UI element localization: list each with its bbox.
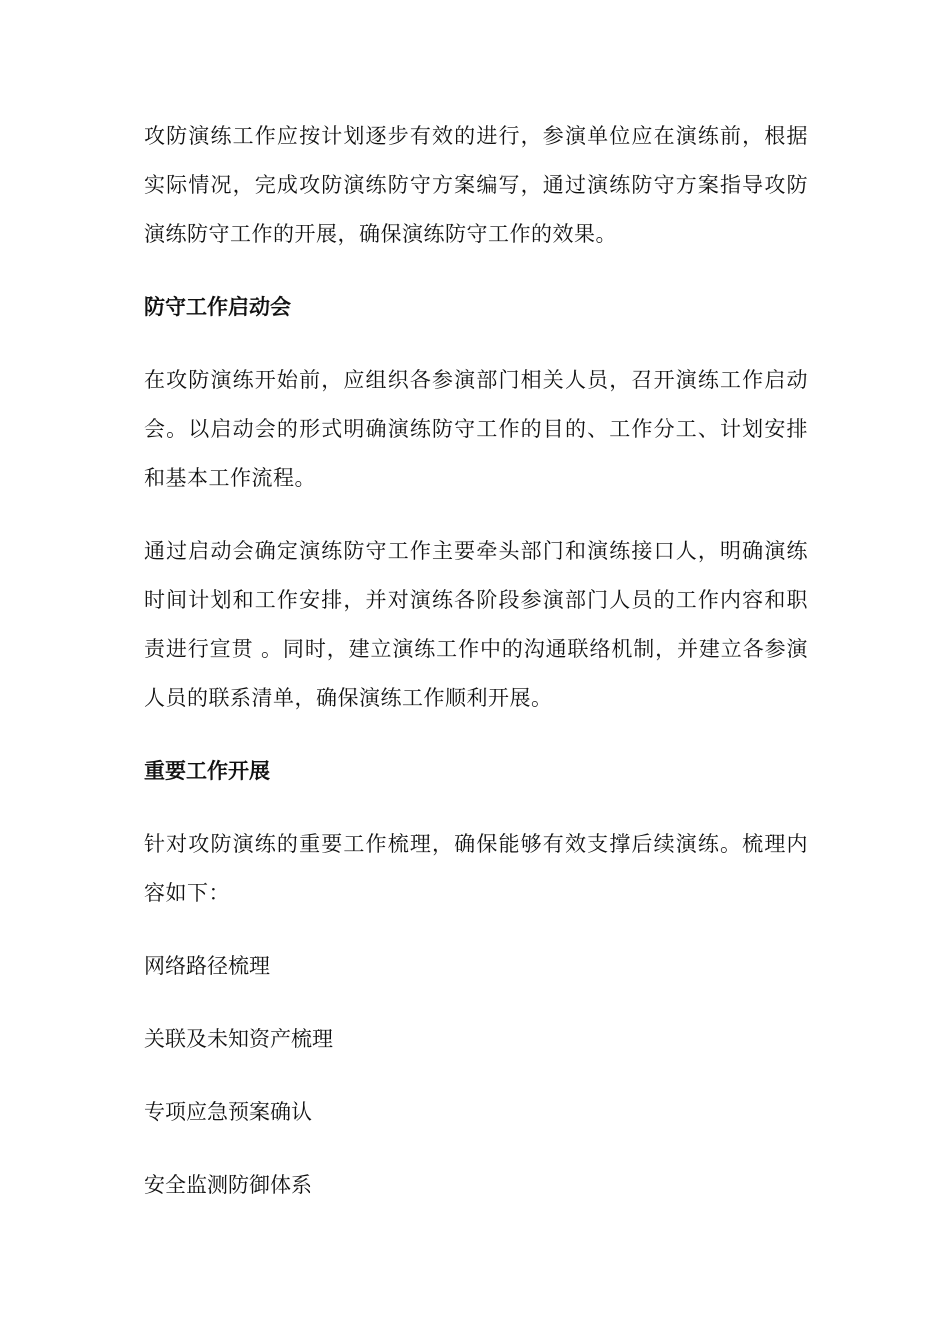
kickoff-paragraph-1: 在攻防演练开始前，应组织各参演部门相关人员，召开演练工作启动会。以启动会的形式明确演练防守工作的目的、工作分工、计划安排和基本工作流程。 xyxy=(144,368,808,490)
list-item-monitoring-system: 安全监测防御体系 xyxy=(144,1173,312,1197)
list-item-emergency-plan: 专项应急预案确认 xyxy=(144,1100,312,1124)
section-heading-key-work: 重要工作开展 xyxy=(144,759,270,783)
intro-paragraph: 攻防演练工作应按计划逐步有效的进行，参演单位应在演练前，根据实际情况，完成攻防演练防守方案编写，通过演练防守方案指导攻防演练防守工作的开展，确保演练防守工作的效果。 xyxy=(144,124,808,246)
section-heading-kickoff: 防守工作启动会 xyxy=(144,295,291,319)
key-work-paragraph: 针对攻防演练的重要工作梳理，确保能够有效支撑后续演练。梳理内容如下： xyxy=(144,832,808,905)
list-item-network-path: 网络路径梳理 xyxy=(144,954,270,978)
kickoff-paragraph-2: 通过启动会确定演练防守工作主要牵头部门和演练接口人，明确演练时间计划和工作安排，并对演练各阶段参演部门人员的工作内容和职责进行宣贯 。同时，建立演练工作中的沟通联络机制，并建立各参演人员的联系清单，确保演练工作顺利开展。 xyxy=(144,539,808,710)
list-item-asset-review: 关联及未知资产梳理 xyxy=(144,1027,333,1051)
document-page xyxy=(144,112,808,1234)
